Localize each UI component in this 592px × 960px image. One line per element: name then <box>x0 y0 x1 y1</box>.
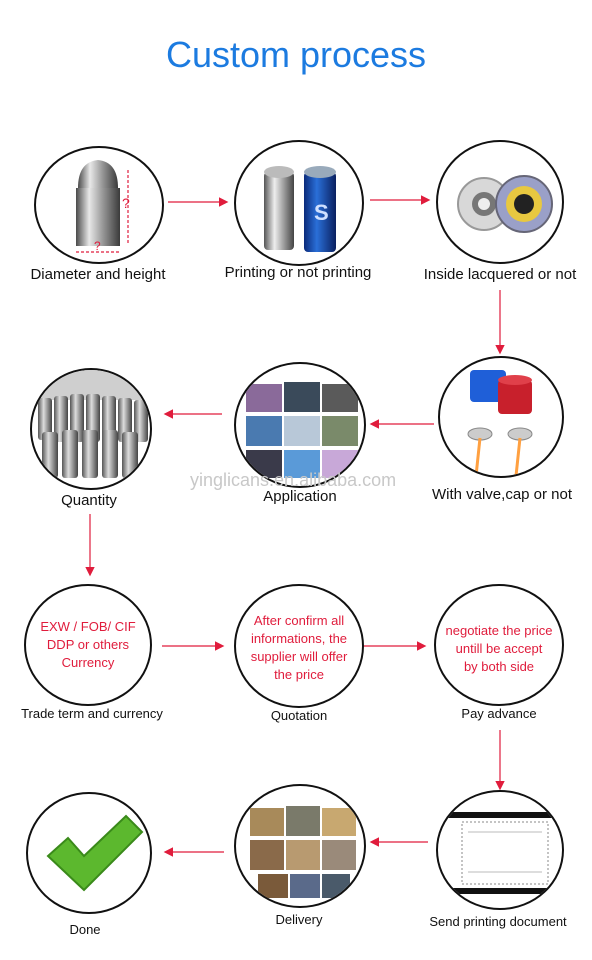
pay-advance-circle <box>434 584 564 706</box>
text-line: After confirm all <box>253 613 345 628</box>
step-caption: Printing or not printing <box>224 264 372 281</box>
text-line: by both side <box>463 659 535 674</box>
can-dimension-image <box>34 146 164 264</box>
delivery-collage-image <box>234 784 366 908</box>
step-caption: Done <box>69 922 101 937</box>
text-line: informations, the <box>250 631 348 646</box>
text-line: EXW / FOB/ CIF <box>40 619 136 634</box>
text-line: the price <box>274 667 324 682</box>
diameter-question-mark: ? <box>94 239 101 253</box>
step-caption: Send printing document <box>429 914 567 929</box>
circle-text <box>240 612 358 684</box>
step-caption: With valve,cap or not <box>431 486 573 503</box>
printed-cans-image <box>234 140 364 266</box>
step-caption: Inside lacquered or not <box>423 266 577 283</box>
trade-term-circle <box>24 584 152 706</box>
text-line: DDP or others <box>46 637 130 652</box>
valve-cap-image <box>438 356 564 478</box>
page-title: Custom process <box>165 34 427 75</box>
text-line: negotiate the price <box>445 623 553 638</box>
height-question-mark: ? <box>122 195 130 211</box>
circle-text <box>34 618 142 672</box>
watermark: yinglicans.en.alibaba.com <box>190 470 397 490</box>
step-caption: Quantity <box>61 492 117 509</box>
step-caption: Diameter and height <box>30 266 166 283</box>
check-icon <box>48 816 142 890</box>
step-caption: Pay advance <box>461 706 537 721</box>
lacquered-can-top-image <box>436 140 564 264</box>
svg-text:S: S <box>314 200 329 225</box>
step-caption: Delivery <box>275 912 323 927</box>
quotation-circle <box>234 584 364 708</box>
text-line: Currency <box>61 655 115 670</box>
done-check-circle <box>26 792 152 914</box>
quantity-cans-image <box>30 368 152 490</box>
step-caption: Quotation <box>270 708 328 723</box>
text-line: supplier will offer <box>250 649 348 664</box>
text-line: untill be accept <box>455 641 543 656</box>
step-caption: Application <box>263 488 337 505</box>
printing-document-image <box>436 790 564 910</box>
circle-text <box>438 622 560 676</box>
step-caption: Trade term and currency <box>21 706 163 721</box>
